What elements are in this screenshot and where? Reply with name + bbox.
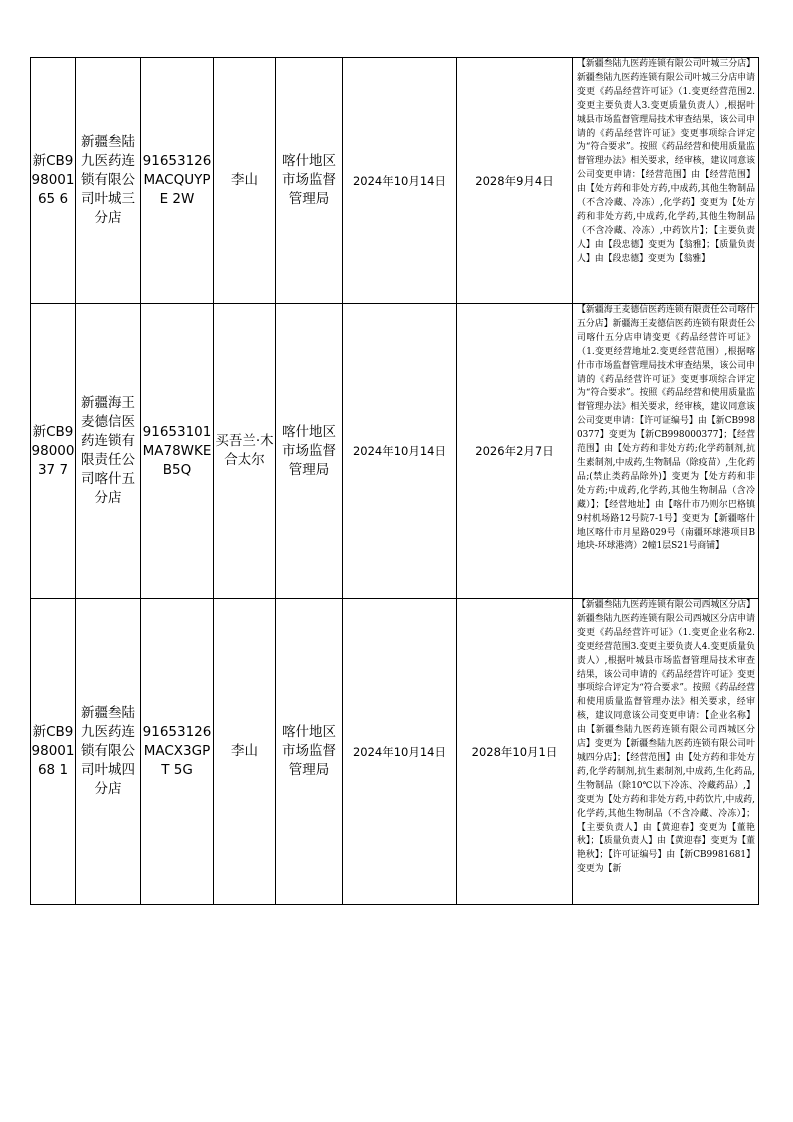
credit-code: 91653126 MACQUYPE 2W [141,58,214,304]
expiry-date: 2026年2月7日 [457,304,573,599]
change-content: 【新疆叁陆九医药连锁有限公司西城区分店】新疆叁陆九医药连锁有限公司西城区分店申请变更《药品经营许可证》（1.变更企业名称2.变更经营范围3.变更主要负责人4.变更质量负责人）,根据叶城县市场监督管理局技术审查结果，该公司申请的《药品经营许可证》变更事项综合评定为“符合要求”。按照《药品经营和使用质量监督管理办法》相关要求，经审核，建议同意该公司变更申请：【企业名称】由【新疆叁陆九医药连锁有限公司西城区分店】变更为【新疆叁陆九医药连锁有限公司叶城四分店】；【经营范围】由【处方药和非处方药,化学药制剂,抗生素制剂,中成药,生化药品,生物制品（除10℃以下冷冻、冷藏药品）,】变更为【处方药和非处方药,中药饮片,中成药,化学药,其他生物制品（不含冷藏、冷冻）】；【主要负责人】由【黄迎春】变更为【董艳秋】；【质量负责人】由【黄迎春】变更为【董艳秋】；【许可证编号】由【新CB9981681】变更为【新 [577,600,755,875]
company-name: 新疆海王麦德信医药连锁有限责任公司喀什五分店 [76,304,141,599]
change-content-cell [573,304,759,599]
change-content: 【新疆叁陆九医药连锁有限公司叶城三分店】新疆叁陆九医药连锁有限公司叶城三分店申请变更《药品经营许可证》（1.变更经营范围2.变更主要负责人3.变更质量负责人）,根据叶城县市场监督管理局技术审查结果，该公司申请的《药品经营许可证》变更事项综合评定为“符合要求”。按照《药品经营和使用质量监督管理办法》相关要求，经审核，建议同意该公司变更申请：【经营范围】由【经营范围】由【处方药和非处方药,中成药,其他生物制品（不含冷藏、冷冻）,化学药】变更为【处方药和非处方药,中成药,化学药,其他生物制品（不含冷藏、冷冻）,中药饮片】；【主要负责人】由【段忠德】变更为【翁雅】；【质量负责人】由【段忠德】变更为【翁雅】 [577,59,755,264]
issuing-authority: 喀什地区市场监督管理局 [276,599,343,905]
change-content-cell [573,599,759,905]
credit-code: 91653101 MA78WKE B5Q [141,304,214,599]
issue-date: 2024年10月14日 [343,58,457,304]
table-row [31,304,759,599]
expiry-date: 2028年10月1日 [457,599,573,905]
permit-number: 新CB99800168 1 [31,599,76,905]
issue-date: 2024年10月14日 [343,304,457,599]
permit-change-table [30,57,759,905]
permit-number: 新CB99800165 6 [31,58,76,304]
table-row [31,58,759,304]
change-content-cell [573,58,759,304]
credit-code: 91653126 MACX3GPT 5G [141,599,214,905]
issuing-authority: 喀什地区市场监督管理局 [276,58,343,304]
change-content: 【新疆海王麦德信医药连锁有限责任公司喀什五分店】新疆海王麦德信医药连锁有限责任公司喀什五分店申请变更《药品经营许可证》（1.变更经营地址2.变更经营范围）,根据喀什市市场监督管理局技术审查结果，该公司申请的《药品经营许可证》变更事项综合评定为“符合要求”。按照《药品经营和使用质量监督管理办法》相关要求，经审核，建议同意该公司变更申请：【许可证编号】由【新CB9980377】变更为【新CB998000377】；【经营范围】由【处方药和非处方药;化学药制剂,抗生素制剂,中成药,生物制品（除疫苗）,生化药品;(禁止类药品除外)】变更为【处方药和非处方药;中成药,化学药,其他生物制品（含冷藏）】；【经营地址】由【喀什市乃则尔巴格镇9村机场路12号院7-1号】变更为【新疆喀什地区喀什市月星路029号（南疆环球港项目B地块-环球港湾）2幢1层S21号商铺】 [577,305,755,552]
expiry-date: 2028年9月4日 [457,58,573,304]
legal-person: 买吾兰·木合太尔 [214,304,276,599]
table-row [31,599,759,905]
company-name: 新疆叁陆九医药连锁有限公司叶城三分店 [76,58,141,304]
legal-person: 李山 [214,599,276,905]
issuing-authority: 喀什地区市场监督管理局 [276,304,343,599]
issue-date: 2024年10月14日 [343,599,457,905]
permit-number: 新CB99800037 7 [31,304,76,599]
legal-person: 李山 [214,58,276,304]
company-name: 新疆叁陆九医药连锁有限公司叶城四分店 [76,599,141,905]
